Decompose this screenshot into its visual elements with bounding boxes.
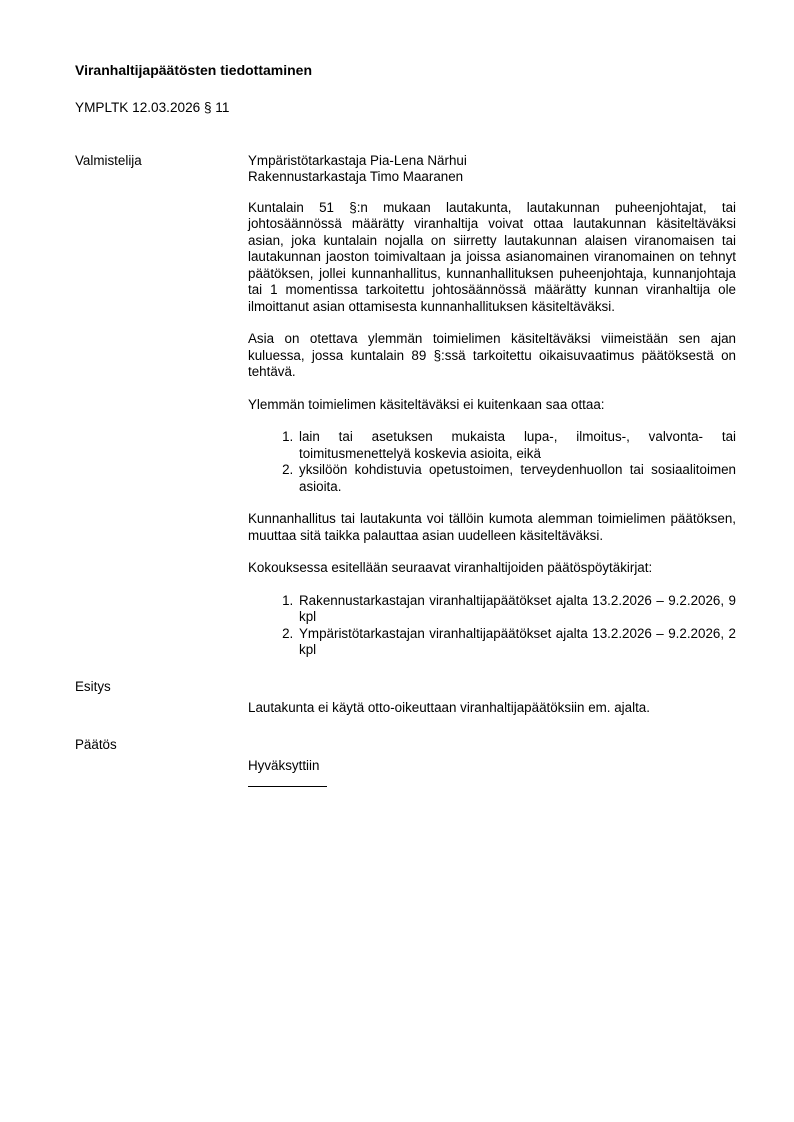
paragraph-otto-deadline: Asia on otettava ylemmän toimielimen käsiteltäväksi viimeistään sen ajan kuluessa, jossa kuntalain 89 §:ssä tarkoitettu oikaisuvaatimus päätöksestä on tehtävä. (248, 331, 736, 379)
esitys-label: Esitys (75, 678, 111, 694)
list-item: 2. Ympäristötarkastajan viranhaltijapäätökset ajalta 13.2.2026 – 9.2.2026, 2 kpl (297, 626, 736, 659)
signature-line (248, 786, 327, 787)
paragraph-ei-saa-ottaa: Ylemmän toimielimen käsiteltäväksi ei kuitenkaan saa ottaa: (248, 396, 605, 412)
preparer-list (248, 153, 736, 186)
esitys-text: Lautakunta ei käytä otto-oikeuttaan viranhaltijapäätöksiin em. ajalta. (248, 700, 650, 715)
valmistelija-section (75, 153, 736, 186)
paatos-text: Hyväksyttiin (248, 758, 320, 773)
paragraph-kokouksessa: Kokouksessa esitellään seuraavat viranhaltijoiden päätöspöytäkirjat: (248, 560, 653, 575)
list-item: 1. lain tai asetuksen mukaista lupa-, ilmoitus-, valvonta- tai toimitusmenettelyä koskevia asioita, eikä (297, 429, 736, 462)
list-item: 2. yksilöön kohdistuvia opetustoimen, terveydenhuollon tai sosiaalitoimen asioita. (297, 462, 736, 495)
paatos-label: Päätös (75, 736, 117, 752)
excluded-matters-list (248, 429, 736, 495)
document-body (248, 200, 736, 659)
preparer-line: Rakennustarkastaja Timo Maaranen (248, 169, 464, 184)
paragraph-kuntalain-51: Kuntalain 51 §:n mukaan lautakunta, lautakunnan puheenjohtajat, tai johtosäännössä määrätty viranhaltija voivat ottaa lautakunnan käsiteltäväksi asian, joka kuntalain nojalla on siirretty lautakunnan alaisen viranomaisen tai lautakunnan jaoston toimivaltaan ja joissa asianomainen viranomainen on tehnyt päätöksen, jollei kunnanhallitus, kunnanhallituksen puheenjohtaja, kunnanjohtaja tai 1 momentissa tarkoitettu johtosäännössä määrätty kunnan viranhaltija ole ilmoittanut asian ottamisesta kunnanhallituksen käsiteltäväksi. (248, 199, 736, 314)
paragraph-kumoaminen: Kunnanhallitus tai lautakunta voi tällöin kumota alemman toimielimen päätöksen, muuttaa sitä taikka palauttaa asian uudelleen käsiteltäväksi. (248, 511, 736, 543)
meeting-reference: YMPLTK 12.03.2026 § 11 (75, 100, 230, 115)
preparer-line: Ympäristötarkastaja Pia-Lena Närhui (248, 152, 467, 168)
paatos-section (75, 737, 736, 787)
valmistelija-label: Valmistelija (75, 152, 142, 168)
decision-records-list (248, 593, 736, 659)
esitys-section (75, 679, 736, 717)
list-item: 1. Rakennustarkastajan viranhaltijapäätökset ajalta 13.2.2026 – 9.2.2026, 9 kpl (297, 593, 736, 626)
document-title: Viranhaltijapäätösten tiedottaminen (75, 62, 313, 78)
